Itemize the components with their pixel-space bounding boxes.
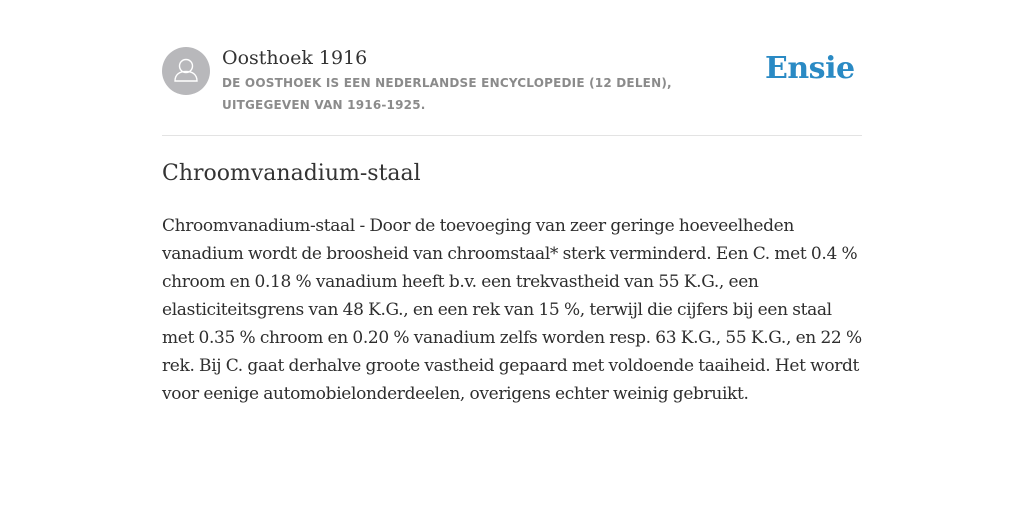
entry-title: Chroomvanadium-staal: [162, 161, 421, 186]
source-description: DE OOSTHOEK IS EEN NEDERLANDSE ENCYCLOPEDIE (12 DELEN), UITGEGEVEN VAN 1916-1925.: [222, 76, 672, 112]
entry-body: Chroomvanadium-staal - Door de toevoeging van zeer geringe hoeveelheden vanadium wordt de broosheid van chroomstaal* sterk verminderd. Een C. met 0.4 % chroom en 0.18 % vanadium heeft b.v. een trekvastheid van 55 K.G., een elasticiteitsgrens van 48 K.G., en een rek van 15 %, terwijl die cijfers bij een staal met 0.35 % chroom en 0.20 % vanadium zelfs worden resp. 63 K.G., 55 K.G., en 22 % rek. Bij C. gaat derhalve groote vastheid gepaard met voldoende taaiheid. Het wordt voor eenige automobielonderdeelen, overigens echter weinig gebruikt.: [162, 216, 862, 404]
source-name[interactable]: Oosthoek 1916: [222, 47, 368, 69]
user-icon: [162, 47, 210, 95]
source-header: [162, 46, 862, 126]
divider: [162, 135, 862, 136]
ensie-logo[interactable]: Ensie: [765, 51, 855, 86]
